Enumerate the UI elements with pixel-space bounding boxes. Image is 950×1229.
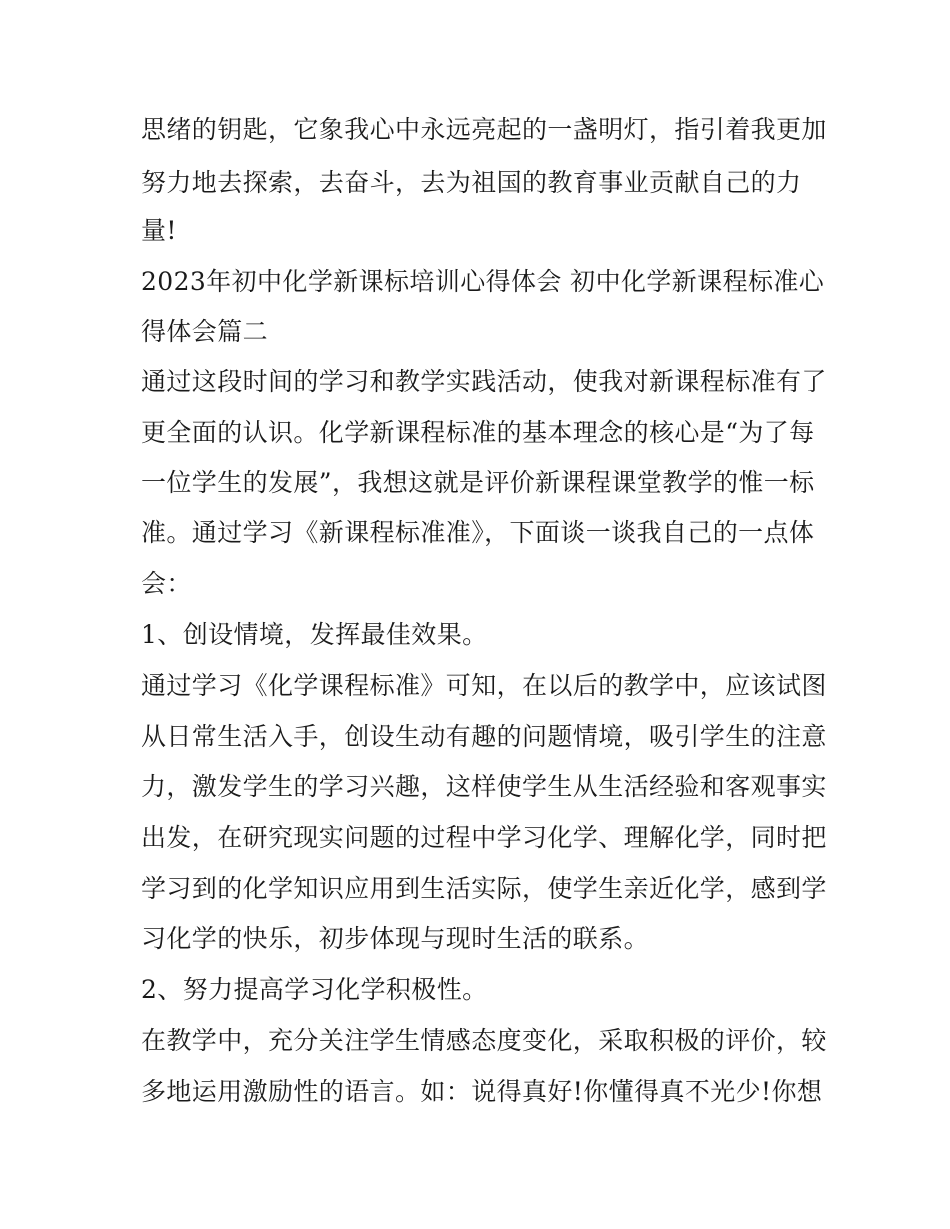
text-line: 一位学生的发展”，我想这就是评价新课程课堂教学的惟一标	[141, 468, 815, 497]
text-line: 学习到的化学知识应用到生活实际，使学生亲近化学，感到学	[141, 874, 827, 903]
text-line: 出发，在研究现实问题的过程中学习化学、理解化学，同时把	[141, 823, 827, 852]
text-line: 努力地去探索，去奋斗，去为祖国的教育事业贡献自己的力	[141, 168, 802, 197]
text-line: 通过学习《化学课程标准》可知，在以后的教学中，应该试图	[141, 671, 827, 700]
text-line: 在教学中，充分关注学生情感态度变化，采取积极的评价，较	[141, 1026, 827, 1055]
text-line: 量!	[141, 216, 177, 245]
text-line: 通过这段时间的学习和教学实践活动，使我对新课程标准有了	[141, 367, 827, 396]
section-heading: 得体会篇二	[141, 317, 269, 346]
numbered-heading: 2、努力提高学习化学积极性。	[141, 975, 488, 1004]
text-line: 会：	[141, 569, 192, 598]
text-line: 更全面的认识。化学新课程标准的基本理念的核心是“为了每	[141, 418, 815, 447]
text-line: 准。通过学习《新课程标准准》，下面谈一谈我自己的一点体	[141, 518, 815, 547]
text-line: 从日常生活入手，创设生动有趣的问题情境，吸引学生的注意	[141, 722, 827, 751]
text-line: 力，激发学生的学习兴趣，这样使学生从生活经验和客观事实	[141, 772, 827, 801]
text-line: 习化学的快乐，初步体现与现时生活的联系。	[141, 924, 650, 953]
text-line: 多地运用激励性的语言。如：说得真好!你懂得真不光少!你想	[141, 1077, 823, 1106]
numbered-heading: 1、创设情境，发挥最佳效果。	[141, 620, 488, 649]
section-heading: 2023年初中化学新课标培训心得体会 初中化学新课程标准心	[141, 267, 825, 296]
text-line: 思绪的钥匙，它象我心中永远亮起的一盏明灯，指引着我更加	[141, 115, 827, 144]
